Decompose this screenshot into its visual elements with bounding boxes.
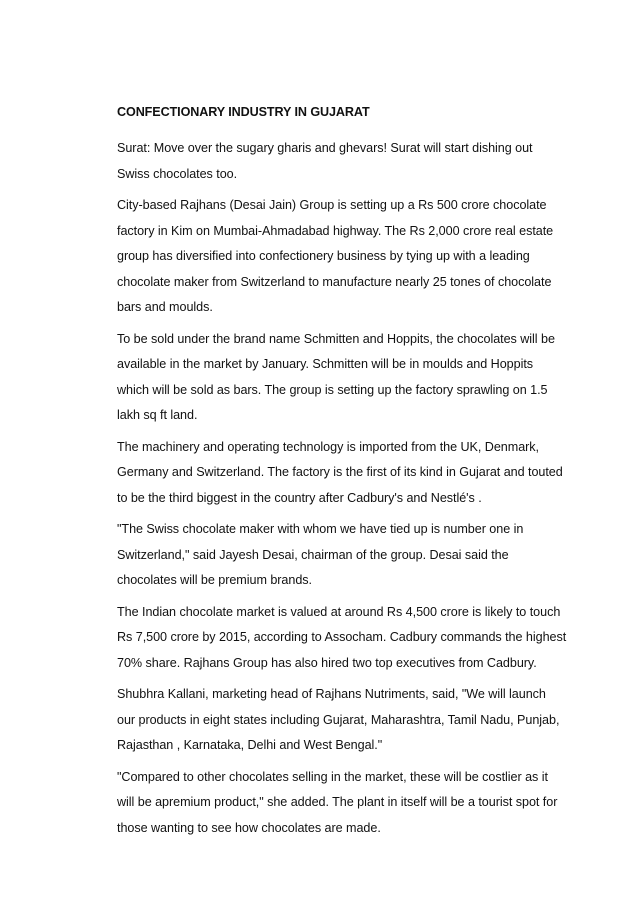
document-title: CONFECTIONARY INDUSTRY IN GUJARAT — [117, 105, 370, 119]
document-body — [117, 104, 567, 841]
paragraph-premium: "Compared to other chocolates selling in the market, these will be costlier as it will be apremium product," she added. The plant in itself will be a tourist spot for those wanting to see how chocolates are made. — [117, 769, 558, 835]
paragraph-intro: Surat: Move over the sugary gharis and ghevars! Surat will start dishing out Swiss chocolates too. — [117, 141, 533, 181]
paragraph-factory: City-based Rajhans (Desai Jain) Group is setting up a Rs 500 crore chocolate factory in Kim on Mumbai-Ahmadabad highway. The Rs 2,000 crore real estate group has diversified into confectionery business by tying up with a leading chocolate maker from Switzerland to manufacture nearly 25 tones of chocolate bars and moulds. — [117, 198, 554, 314]
paragraph-technology: The machinery and operating technology is imported from the UK, Denmark, Germany and Switzerland. The factory is the first of its kind in Gujarat and touted to be the third biggest in the country after Cadbury's and Nestlé's . — [117, 439, 563, 505]
paragraph-launch-states: Shubhra Kallani, marketing head of Rajhans Nutriments, said, "We will launch our products in eight states including Gujarat, Maharashtra, Tamil Nadu, Punjab, Rajasthan , Karnataka, Delhi and West Bengal." — [117, 687, 560, 752]
paragraph-market: The Indian chocolate market is valued at around Rs 4,500 crore is likely to touch Rs 7,500 crore by 2015, according to Assocham. Cadbury commands the highest 70% share. Rajhans Group has also hired two top executives from Cadbury. — [117, 604, 567, 670]
paragraph-quote-chairman: "The Swiss chocolate maker with whom we have tied up is number one in Switzerland," said Jayesh Desai, chairman of the group. Desai said the chocolates will be premium brands. — [117, 522, 524, 587]
paragraph-brands: To be sold under the brand name Schmitten and Hoppits, the chocolates will be available in the market by January. Schmitten will be in moulds and Hoppits which will be sold as bars. The group is setting up the factory sprawling on 1.5 lakh sq ft land. — [117, 331, 555, 422]
